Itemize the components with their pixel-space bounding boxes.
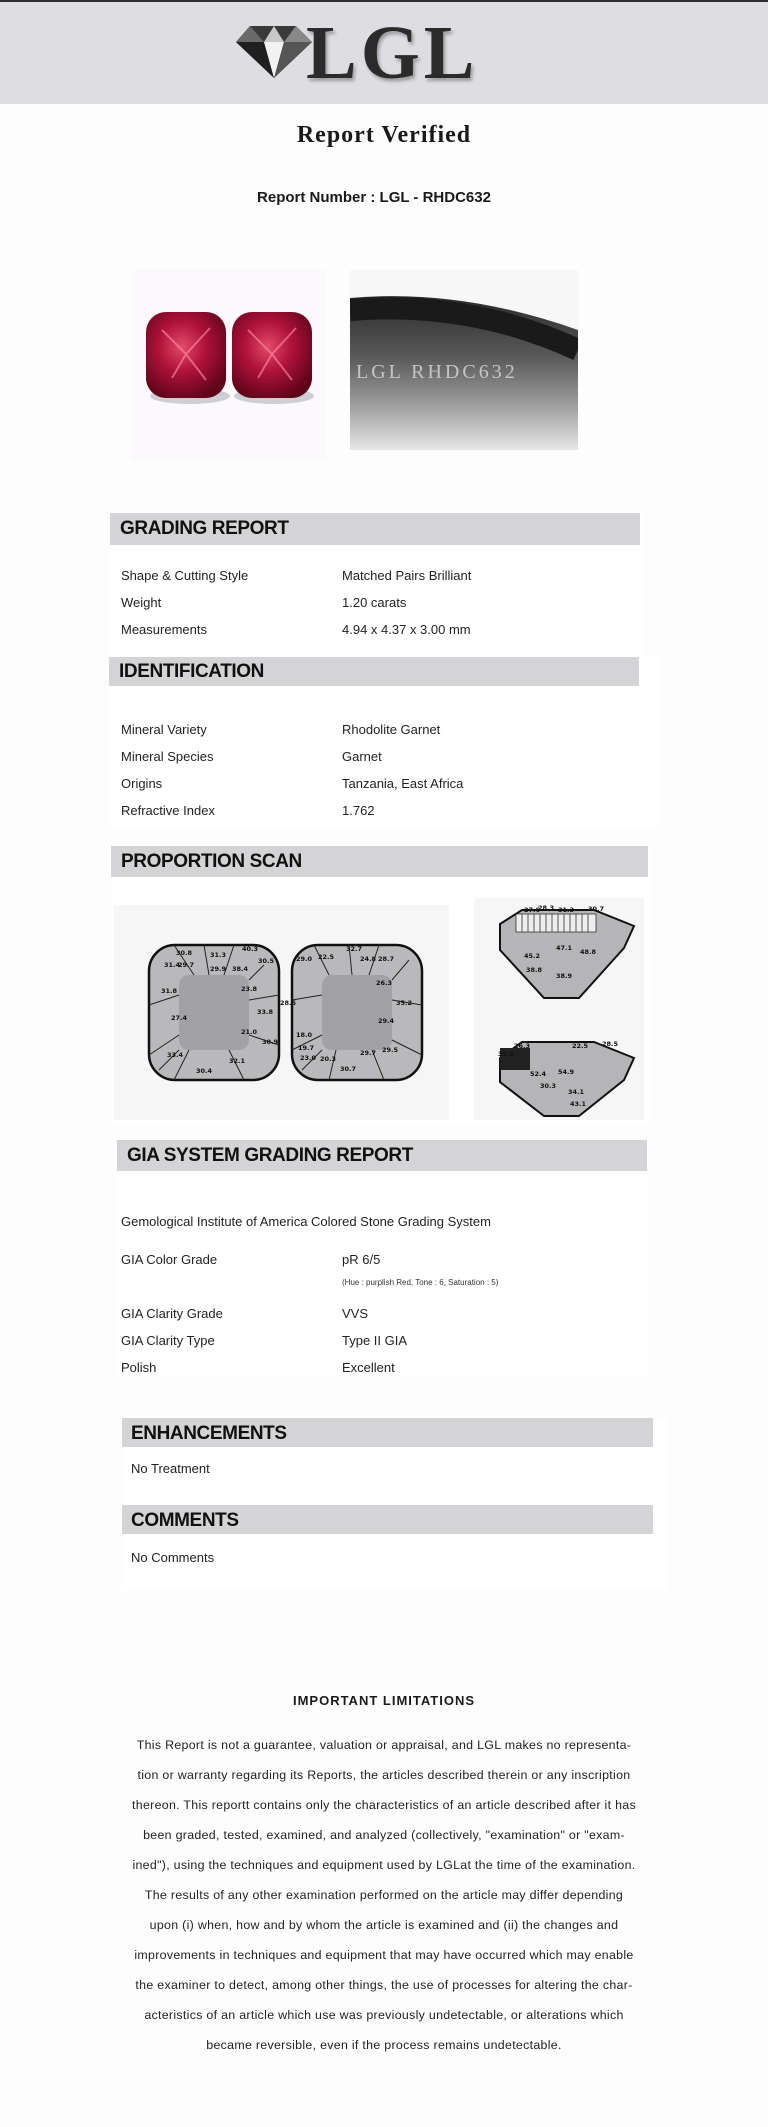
svg-text:33.4: 33.4 (167, 1051, 184, 1059)
grading-report-heading: GRADING REPORT (110, 513, 640, 545)
comments-heading: COMMENTS (122, 1505, 653, 1534)
svg-text:38.9: 38.9 (556, 972, 573, 980)
enhancements-value: No Treatment (131, 1461, 210, 1476)
svg-text:24.8: 24.8 (360, 955, 377, 963)
gia-intro: Gemological Institute of America Colored Stone Grading System (121, 1214, 491, 1229)
limitations-line: thereon. This reportt contains only the characteristics of an article described after it has (132, 1798, 636, 1812)
mineral-variety-label: Mineral Variety (121, 722, 207, 737)
svg-text:29.4: 29.4 (378, 1017, 395, 1025)
limitations-line: the examiner to detect, among other things, the use of processes for altering the char- (135, 1978, 633, 1992)
svg-text:29.7: 29.7 (178, 961, 195, 969)
polish-label: Polish (121, 1360, 157, 1375)
svg-text:31.3: 31.3 (210, 951, 227, 959)
svg-text:30.5: 30.5 (258, 957, 275, 965)
svg-text:30.8: 30.8 (176, 949, 193, 957)
svg-text:38.8: 38.8 (526, 966, 543, 974)
svg-text:26.3: 26.3 (376, 979, 393, 987)
svg-text:29.0: 29.0 (296, 955, 313, 963)
site-header (0, 2, 768, 104)
gia-clarity-type-label: GIA Clarity Type (121, 1333, 215, 1348)
svg-text:32.7: 32.7 (346, 945, 363, 953)
svg-text:30.3: 30.3 (540, 1082, 557, 1090)
gia-clarity-grade-value: VVS (342, 1306, 369, 1321)
svg-text:23.0: 23.0 (300, 1054, 317, 1062)
limitations-line: ined"), using the techniques and equipment used by LGLat the time of the examination. (132, 1858, 636, 1872)
gia-clarity-grade-label: GIA Clarity Grade (121, 1306, 223, 1321)
svg-text:47.1: 47.1 (556, 944, 573, 952)
weight-value: 1.20 carats (342, 595, 407, 610)
shape-value: Matched Pairs Brilliant (342, 568, 472, 583)
svg-text:22.5: 22.5 (572, 1042, 589, 1050)
svg-text:34.1: 34.1 (568, 1088, 585, 1096)
gia-clarity-type-value: Type II GIA (342, 1333, 408, 1348)
svg-text:28.7: 28.7 (378, 955, 395, 963)
measurements-label: Measurements (121, 622, 207, 637)
svg-text:26.3: 26.3 (514, 1042, 531, 1050)
svg-text:LGL RHDC632: LGL RHDC632 (356, 361, 518, 383)
svg-text:40.3: 40.3 (242, 945, 259, 953)
limitations-line: This Report is not a guarantee, valuation or appraisal, and LGL makes no representa- (136, 1738, 632, 1752)
svg-text:22.5: 22.5 (318, 953, 335, 961)
svg-text:38.4: 38.4 (232, 965, 249, 973)
svg-text:31.4: 31.4 (164, 961, 181, 969)
svg-text:28.5: 28.5 (602, 1040, 619, 1048)
diamond-logo-icon (234, 20, 314, 80)
svg-text:43.1: 43.1 (570, 1100, 587, 1108)
limitations-line: tion or warranty regarding its Reports, the articles described therein or any inscription (137, 1768, 631, 1782)
svg-text:30.9: 30.9 (262, 1038, 279, 1046)
svg-text:27.4: 27.4 (171, 1014, 188, 1022)
svg-text:23.8: 23.8 (241, 985, 258, 993)
report-number: Report Number : LGL - RHDC632 (257, 189, 491, 206)
measurements-value: 4.94 x 4.37 x 3.00 mm (342, 622, 471, 637)
laser-inscription-photo (350, 270, 578, 450)
identification-heading: IDENTIFICATION (109, 657, 639, 686)
limitations-line: became reversible, even if the process remains undetectable. (206, 2038, 562, 2052)
refractive-index-label: Refractive Index (121, 803, 215, 818)
svg-text:32.1: 32.1 (229, 1057, 246, 1065)
svg-text:54.9: 54.9 (558, 1068, 575, 1076)
mineral-species-value: Garnet (342, 749, 382, 764)
svg-text:35.2: 35.2 (396, 999, 413, 1007)
svg-text:29.5: 29.5 (382, 1046, 399, 1054)
svg-text:29.9: 29.9 (210, 965, 227, 973)
origins-label: Origins (121, 776, 163, 791)
limitations-line: upon (i) when, how and by whom the article is examined and (ii) the changes and (149, 1918, 619, 1932)
limitations-line: improvements in techniques and equipment that may have occurred which may enable (134, 1948, 634, 1962)
svg-text:27.6: 27.6 (524, 906, 541, 914)
mineral-variety-value: Rhodolite Garnet (342, 722, 441, 737)
enhancements-heading: ENHANCEMENTS (122, 1418, 653, 1447)
svg-text:31.3: 31.3 (558, 906, 575, 914)
origins-value: Tanzania, East Africa (342, 776, 464, 791)
page-title: Report Verified (296, 122, 472, 148)
svg-text:30.7: 30.7 (588, 905, 605, 913)
weight-label: Weight (121, 595, 162, 610)
svg-text:33.8: 33.8 (257, 1008, 274, 1016)
svg-text:30.4: 30.4 (196, 1067, 213, 1075)
refractive-index-value: 1.762 (342, 803, 375, 818)
svg-text:35.2: 35.2 (498, 1050, 515, 1058)
polish-value: Excellent (342, 1360, 395, 1375)
limitations-line: acteristics of an article which use was previously undetectable, or alterations which (144, 2008, 624, 2022)
svg-text:21.0: 21.0 (241, 1028, 258, 1036)
svg-text:48.8: 48.8 (580, 948, 597, 956)
mineral-species-label: Mineral Species (121, 749, 214, 764)
svg-text:20.3: 20.3 (320, 1055, 337, 1063)
gia-color-label: GIA Color Grade (121, 1252, 218, 1267)
proportion-scan-side-view (474, 898, 644, 1120)
svg-text:28.3: 28.3 (538, 904, 555, 912)
gia-color-note: (Hue : purplish Red, Tone : 6, Saturation : 5) (342, 1278, 499, 1287)
svg-text:18.0: 18.0 (296, 1031, 313, 1039)
proportion-scan-top-view (114, 905, 449, 1120)
svg-text:29.7: 29.7 (360, 1049, 377, 1057)
shape-label: Shape & Cutting Style (121, 568, 249, 583)
svg-text:45.2: 45.2 (524, 952, 541, 960)
svg-text:52.4: 52.4 (530, 1070, 547, 1078)
brand-logo: LGL (306, 11, 479, 95)
limitations-heading: IMPORTANT LIMITATIONS (292, 1693, 476, 1708)
limitations-line: The results of any other examination performed on the article may differ depending (144, 1888, 624, 1902)
svg-text:19.7: 19.7 (298, 1044, 315, 1052)
svg-text:28.5: 28.5 (280, 999, 297, 1007)
gemstone-photo (132, 270, 326, 460)
limitations-line: been graded, tested, examined, and analyzed (collectively, "examination" or "exam- (143, 1828, 625, 1842)
comments-value: No Comments (131, 1550, 215, 1565)
svg-text:30.7: 30.7 (340, 1065, 357, 1073)
gia-color-value: pR 6/5 (342, 1252, 381, 1267)
gia-report-heading: GIA SYSTEM GRADING REPORT (117, 1140, 647, 1171)
proportion-scan-heading: PROPORTION SCAN (111, 846, 648, 877)
svg-text:31.8: 31.8 (161, 987, 178, 995)
